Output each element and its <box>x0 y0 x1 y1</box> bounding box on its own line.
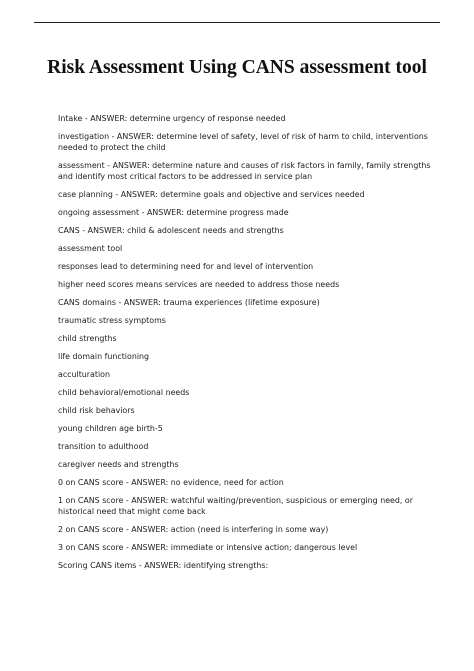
text-line: investigation - ANSWER: determine level of safety, level of risk of harm to child, interventions needed to protect the child <box>58 132 428 152</box>
top-rule <box>34 22 440 23</box>
document-title: Risk Assessment Using CANS assessment tool <box>47 57 427 78</box>
text-line: transition to adulthood <box>58 442 149 451</box>
document-body <box>58 113 434 578</box>
text-line: CANS domains - ANSWER: trauma experiences (lifetime exposure) <box>58 298 320 307</box>
text-line: caregiver needs and strengths <box>58 460 179 469</box>
text-line: child risk behaviors <box>58 406 135 415</box>
text-line: child strengths <box>58 334 117 343</box>
text-line: traumatic stress symptoms <box>58 316 166 325</box>
text-line: 3 on CANS score - ANSWER: immediate or intensive action; dangerous level <box>58 543 358 552</box>
text-line: responses lead to determining need for and level of intervention <box>58 262 314 271</box>
text-line: assessment tool <box>58 244 123 253</box>
text-line: Scoring CANS items - ANSWER: identifying strengths: <box>58 561 269 570</box>
text-line: Intake - ANSWER: determine urgency of response needed <box>58 114 286 123</box>
text-line: child behavioral/emotional needs <box>58 388 190 397</box>
text-line: assessment - ANSWER: determine nature and causes of risk factors in family, family strengths and identify most critical factors to be addressed in service plan <box>58 161 431 181</box>
text-line: ongoing assessment - ANSWER: determine progress made <box>58 208 289 217</box>
text-line: 2 on CANS score - ANSWER: action (need is interfering in some way) <box>58 525 329 534</box>
text-line: 1 on CANS score - ANSWER: watchful waiting/prevention, suspicious or emerging need, or historical need that might come back <box>58 496 413 516</box>
text-line: 0 on CANS score - ANSWER: no evidence, need for action <box>58 478 284 487</box>
text-line: CANS - ANSWER: child & adolescent needs and strengths <box>58 226 284 235</box>
text-line: higher need scores means services are needed to address those needs <box>58 280 340 289</box>
text-line: case planning - ANSWER: determine goals and objective and services needed <box>58 190 365 199</box>
text-line: life domain functioning <box>58 352 150 361</box>
text-line: young children age birth-5 <box>58 424 163 433</box>
text-line: acculturation <box>58 370 110 379</box>
